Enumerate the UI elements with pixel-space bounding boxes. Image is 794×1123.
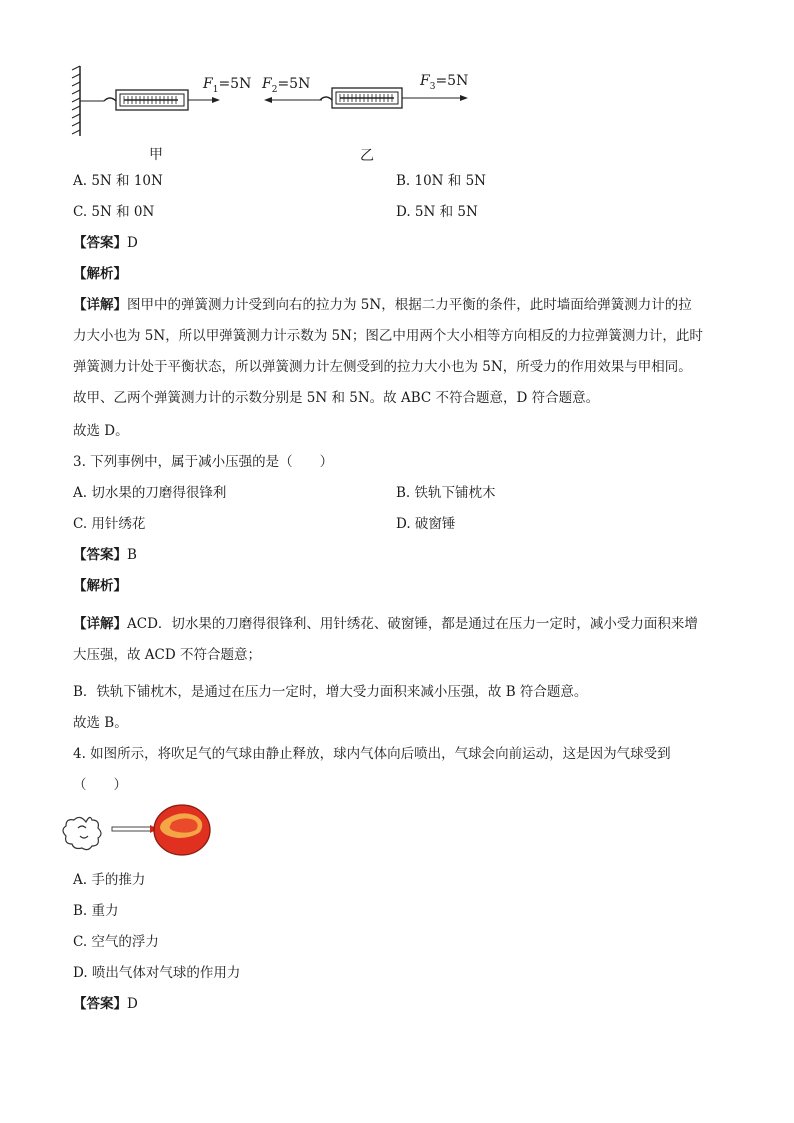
q4-option-d: D. 喷出气体对气球的作用力 bbox=[73, 965, 241, 981]
q3-conclusion: 故选 B。 bbox=[73, 715, 128, 731]
f3-value: =5N bbox=[435, 73, 469, 89]
detail-line bbox=[73, 290, 723, 321]
q2-conclusion: 故选 D。 bbox=[73, 423, 129, 439]
q4-answer bbox=[73, 994, 138, 1014]
q4-option-a: A. 手的推力 bbox=[73, 872, 146, 888]
detail-text: 图甲中的弹簧测力计受到向右的拉力为 5N，根据二力平衡的条件，此时墙面给弹簧测力计的拉 bbox=[127, 297, 692, 313]
detail-line: 大压强，故 ACD 不符合题意； bbox=[73, 647, 261, 663]
q3-detail-b: B．铁轨下铺枕木，是通过在压力一定时，增大受力面积来减小压强，故 B 符合题意。 bbox=[73, 684, 588, 700]
f3-symbol: F bbox=[420, 73, 430, 89]
q3-option-b: B. 铁轨下铺枕木 bbox=[396, 485, 496, 501]
q2-option-d: D. 5N 和 5N bbox=[396, 204, 478, 220]
detail-tag: 【详解】 bbox=[73, 616, 127, 632]
q4-stem-line1: 4. 如图所示，将吹足气的气球由静止释放，球内气体向后喷出，气球会向前运动，这是因为气球受到 bbox=[73, 746, 671, 762]
q3-option-d: D. 破窗锤 bbox=[396, 516, 456, 532]
analysis-tag: 【解析】 bbox=[73, 578, 127, 594]
detail-tag: 【详解】 bbox=[73, 297, 127, 313]
caption-jia: 甲 bbox=[149, 147, 163, 163]
q3-option-a: A. 切水果的刀磨得很锋利 bbox=[73, 485, 227, 501]
answer-value: B bbox=[127, 547, 137, 563]
q3-answer bbox=[73, 545, 137, 565]
q3-stem: 3. 下列事例中，属于减小压强的是（ ） bbox=[73, 454, 334, 470]
balloon-figure bbox=[0, 800, 794, 870]
detail-text: ACD．切水果的刀磨得很锋利、用针绣花、破窗锤，都是通过在压力一定时，减小受力面积来增 bbox=[127, 616, 698, 632]
q3-option-c: C. 用针绣花 bbox=[73, 516, 146, 532]
q3-detail bbox=[73, 609, 723, 671]
q2-analysis-tag bbox=[73, 264, 127, 284]
answer-tag: 【答案】 bbox=[73, 547, 127, 563]
q4-option-c: C. 空气的浮力 bbox=[73, 934, 159, 950]
answer-value: D bbox=[127, 235, 138, 251]
analysis-tag: 【解析】 bbox=[73, 266, 127, 282]
wall-icon bbox=[72, 66, 80, 136]
q4-option-b: B. 重力 bbox=[73, 903, 119, 919]
caption-yi: 乙 bbox=[360, 148, 374, 164]
force-f3-label bbox=[420, 73, 468, 92]
air-puff-icon bbox=[63, 817, 101, 849]
spring-scale-figure bbox=[0, 0, 794, 140]
answer-value: D bbox=[127, 996, 138, 1012]
f1-symbol: F bbox=[203, 76, 213, 92]
f2-subscript: 2 bbox=[271, 84, 278, 95]
detail-line: 力大小也为 5N，所以甲弹簧测力计示数为 5N；图乙中用两个大小相等方向相反的力拉弹簧测力计，此时 bbox=[73, 328, 703, 344]
q2-detail bbox=[73, 290, 723, 414]
balloon-icon bbox=[112, 805, 210, 855]
q3-analysis-tag bbox=[73, 576, 127, 596]
force-f1-label bbox=[203, 76, 251, 95]
detail-line bbox=[73, 609, 723, 640]
q2-answer bbox=[73, 233, 138, 253]
spring-scale-jia bbox=[80, 90, 220, 110]
detail-line: 弹簧测力计处于平衡状态，所以弹簧测力计左侧受到的拉力大小也为 5N，所受力的作用效果与甲相同。 bbox=[73, 359, 692, 375]
f2-symbol: F bbox=[262, 76, 272, 92]
f2-value: =5N bbox=[277, 76, 311, 92]
q2-option-b: B. 10N 和 5N bbox=[396, 173, 486, 189]
q2-option-a: A. 5N 和 10N bbox=[73, 173, 163, 189]
force-f2-label bbox=[262, 76, 310, 95]
answer-tag: 【答案】 bbox=[73, 996, 127, 1012]
q2-option-c: C. 5N 和 0N bbox=[73, 204, 155, 220]
q4-stem-line2: （ ） bbox=[73, 777, 127, 793]
answer-tag: 【答案】 bbox=[73, 235, 127, 251]
f1-value: =5N bbox=[218, 76, 252, 92]
f3-subscript: 3 bbox=[429, 81, 436, 92]
f1-subscript: 1 bbox=[212, 84, 219, 95]
detail-line: 故甲、乙两个弹簧测力计的示数分别是 5N 和 5N。故 ABC 不符合题意，D 符合题意。 bbox=[73, 390, 600, 406]
